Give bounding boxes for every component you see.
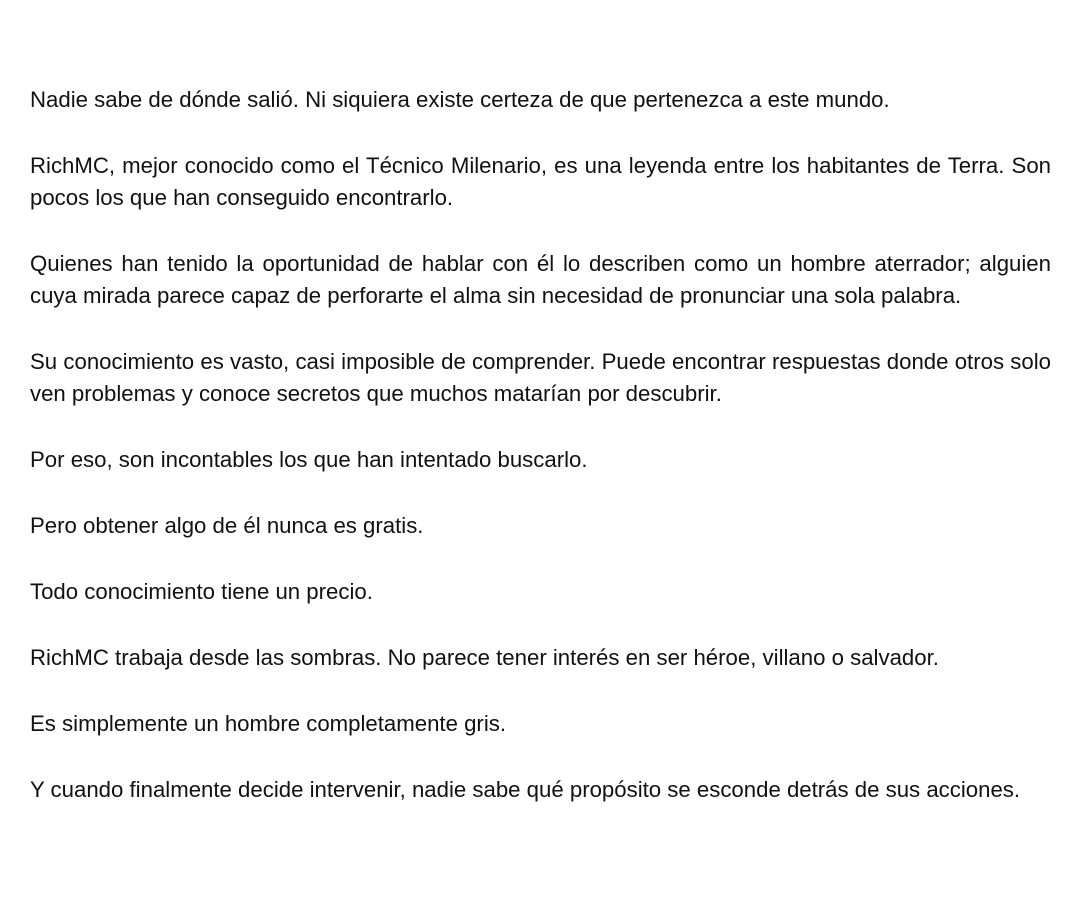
paragraph-9: Es simplemente un hombre completamente gris.	[30, 711, 507, 736]
paragraph-6: Pero obtener algo de él nunca es gratis.	[30, 513, 424, 538]
paragraph-10: Y cuando finalmente decide intervenir, nadie sabe qué propósito se esconde detrás de sus acciones.	[30, 777, 1021, 802]
document-body	[30, 84, 1051, 840]
paragraph-3: Quienes han tenido la oportunidad de hablar con él lo describen como un hombre aterrador; alguien cuya mirada parece capaz de perforarte el alma sin necesidad de pronunciar una sola palabra.	[30, 251, 1051, 308]
paragraph-7: Todo conocimiento tiene un precio.	[30, 579, 373, 604]
paragraph-2: RichMC, mejor conocido como el Técnico Milenario, es una leyenda entre los habitantes de Terra. Son pocos los que han conseguido encontrarlo.	[30, 153, 1051, 210]
paragraph-1: Nadie sabe de dónde salió. Ni siquiera existe certeza de que pertenezca a este mundo.	[30, 87, 890, 112]
paragraph-4: Su conocimiento es vasto, casi imposible de comprender. Puede encontrar respuestas donde otros solo ven problemas y conoce secretos que muchos matarían por descubrir.	[30, 349, 1051, 406]
paragraph-8: RichMC trabaja desde las sombras. No parece tener interés en ser héroe, villano o salvador.	[30, 645, 939, 670]
paragraph-5: Por eso, son incontables los que han intentado buscarlo.	[30, 447, 588, 472]
